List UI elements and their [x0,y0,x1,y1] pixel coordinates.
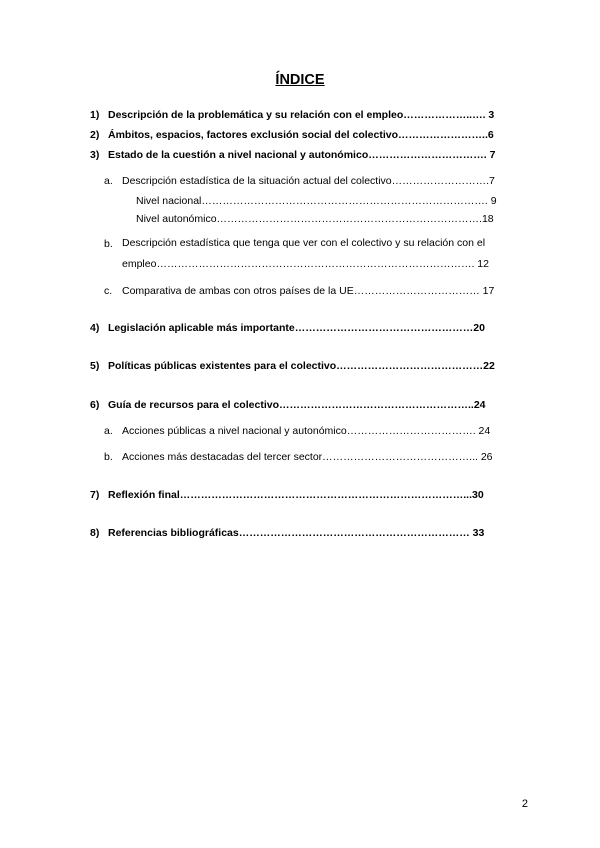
toc-entry-text: Nivel nacional………………………………………………………………………. 9 [136,195,497,207]
toc-entry-text: Reflexión final………………………………………………………………………...30 [108,489,484,501]
toc-entry-text: Descripción de la problemática y su relación con el empleo………………..…. 3 [108,109,495,121]
toc-entry-text: Estado de la cuestión a nivel nacional y autonómico……………………………. 7 [108,149,496,161]
toc-entry-text: Acciones más destacadas del tercer sector……………………………………... 26 [122,451,493,463]
toc-entry-number: a. [104,175,113,187]
toc-entry-text: Referencias bibliográficas………………………………………………………… 33 [108,527,485,539]
toc-entry-number: 3) [90,149,100,161]
toc-entry-text: Descripción estadística de la situación actual del colectivo……………………….7 [122,175,495,187]
toc-entry-number: a. [104,425,113,437]
toc-entry-number: 4) [90,322,100,334]
toc-entry-text: Acciones públicas a nivel nacional y autonómico………………………………. 24 [122,425,491,437]
toc-entry-text: Ámbitos, espacios, factores exclusión social del colectivo……………………..6 [108,129,494,141]
toc-entry-number: 2) [90,129,100,141]
page-number: 2 [521,798,528,810]
toc-entry-number: 1) [90,109,100,121]
toc-entry-text-continued: empleo………………………………………………………………………………. 12 [122,258,489,270]
toc-subentry-3b[interactable] [122,233,527,275]
toc-entry-number: 6) [90,399,100,411]
page-title: ÍNDICE [275,72,325,88]
toc-entry-number: 7) [90,489,100,501]
toc-entry-number: c. [104,285,113,297]
toc-entry-number: b. [104,451,113,463]
toc-entry-text: Comparativa de ambas con otros países de la UE……………………………… 17 [122,285,495,297]
toc-entry-text: Políticas públicas existentes para el colectivo……………………………………22 [108,360,495,372]
toc-entry-text: Nivel autonómico………………………………………………………………….18 [136,213,494,225]
toc-entry-number: 5) [90,360,100,372]
toc-entry-text: Legislación aplicable más importante……………………………………………20 [108,322,485,334]
toc-entry-number: b. [104,238,113,250]
toc-entry-text: Descripción estadística que tenga que ver con el colectivo y su relación con el [122,237,486,249]
toc-entry-text: Guía de recursos para el colectivo………………………………………………..24 [108,399,486,411]
toc-entry-number: 8) [90,527,100,539]
